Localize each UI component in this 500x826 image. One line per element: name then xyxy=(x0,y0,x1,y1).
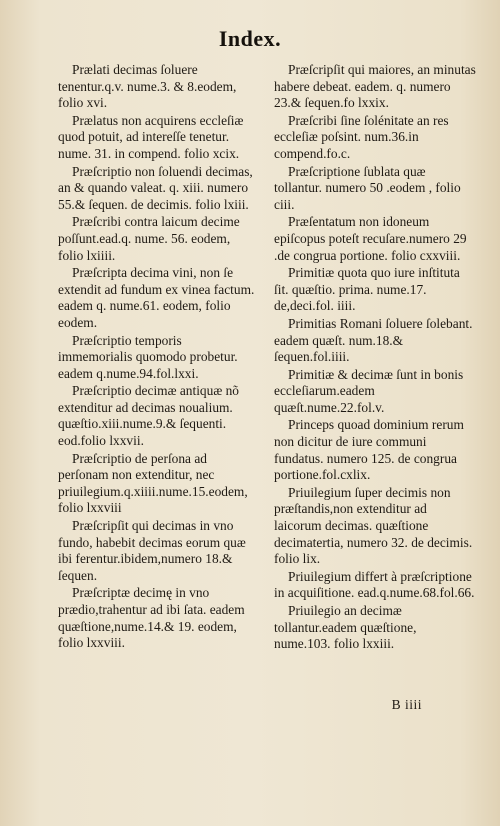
index-entry: Præſcripſit qui maiores, an minutas habere debeat. eadem. q. numero 23.& ſequen.fo lxxix. xyxy=(274,62,476,111)
index-entry: Præſcriptio temporis immemorialis quomodo probetur. eadem q.nume.94.fol.lxxi. xyxy=(58,332,238,381)
index-entry: Præſcribi ſine ſolénitate an res eccleſiæ poſsint. num.36.in compend.fo.c. xyxy=(274,112,449,161)
left-column xyxy=(58,62,258,654)
index-entry: Præſcriptio non ſoluendi decimas, an & quando valeat. q. xiii. numero 55.& ſequen. de decimis. folio lxiii. xyxy=(58,163,253,212)
index-entry: Priuilegio an decimæ tollantur.eadem quæſtione, nume.103. folio lxxiii. xyxy=(274,603,417,652)
right-column xyxy=(274,62,476,654)
index-entry: Præſcriptio decimæ antiquæ nõ extenditur ad decimas noualium. quæſtio.xiii.nume.9.& ſequenti. eod.folio lxxvii. xyxy=(58,383,239,449)
index-entry: Primitiæ & decimæ ſunt in bonis eccleſiarum.eadem quæſt.nume.22.fol.v. xyxy=(274,366,464,415)
index-entry: Princeps quoad dominium rerum non dicitur de iure communi fundatus. numero 125. de congrua portione.fol.cxlix. xyxy=(274,417,464,483)
index-entry: Primitias Romani ſoluere ſolebant. eadem quæſt. num.18.& ſequen.fol.iiii. xyxy=(274,315,473,365)
index-entry: Priuilegium ſuper decimis non præſtandis,non extenditur ad laicorum decimas. quæſtione decimatertia, numero 32. de decimis. folio lix. xyxy=(274,484,473,567)
index-entry: Prælati decimas ſoluere tenentur.q.v. nume.3. & 8.eodem, folio xvi. xyxy=(58,62,237,111)
index-entry: Præſcriptæ decimę in vno prædio,trahentur ad ibi ſata. eadem quæſtione,nume.14.& 19. eodem, folio lxxviii. xyxy=(58,585,245,651)
index-entry: Priuilegium differt à præſcriptione in acquiſitione. ead.q.nume.68.fol.66. xyxy=(274,568,475,601)
index-entry: Præſcripſit qui decimas in vno fundo, habebit decimas eorum quæ ibi ferentur.ibidem,numero 18.& ſequen. xyxy=(58,518,246,583)
signature-mark: B iiii xyxy=(391,697,422,712)
index-entry: Præſentatum non idoneum epiſcopus poteſt recuſare.numero 29 .de congrua portione. folio cxxviii. xyxy=(274,214,467,263)
index-entry: Primitiæ quota quo iure inſtituta ſit. quæſtio. prima. nume.17. de,deci.fol. iiii. xyxy=(274,265,460,314)
index-entry: Præſcripta decima vini, non ſe extendit ad fundum ex vinea factum. eadem q. nume.61. eodem, folio eodem. xyxy=(58,265,255,330)
index-entry: Prælatus non acquirens eccleſiæ quod potuit, ad intereſſe tenetur. nume. 31. in compend. folio xcix. xyxy=(58,112,244,161)
index-entry: Præſcriptione ſublata quæ tollantur. numero 50 .eodem , folio ciii. xyxy=(274,163,461,212)
index-entry: Præſcribi contra laicum decime poſſunt.ead.q. nume. 56. eodem, folio lxiiii. xyxy=(58,214,240,263)
index-entry: Præſcriptio de perſona ad perſonam non extenditur, nec priuilegium.q.xiiii.nume.15.eodem, folio lxxviii xyxy=(58,450,248,516)
running-head: Index. xyxy=(218,26,282,51)
index-columns xyxy=(58,62,476,654)
